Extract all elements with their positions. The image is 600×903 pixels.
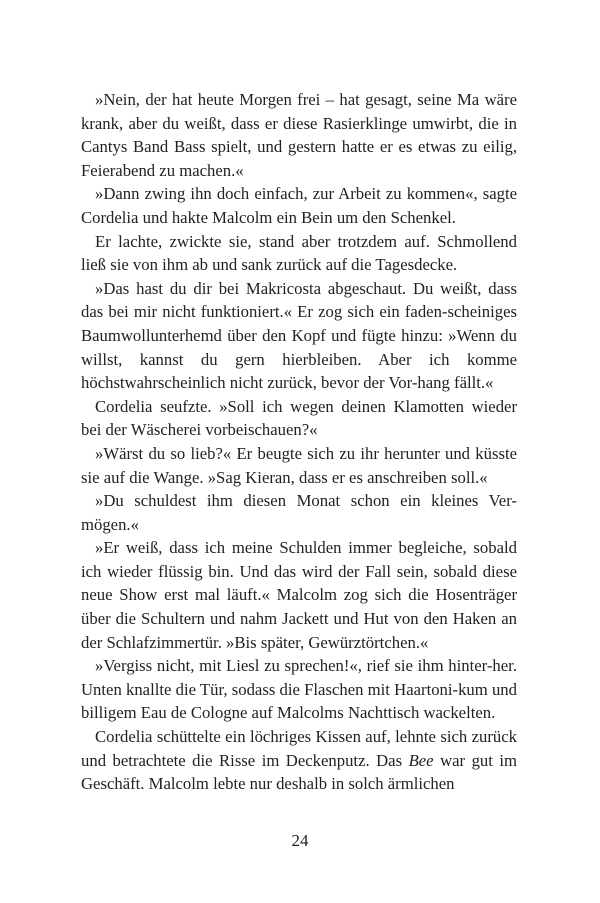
paragraph-2: »Dann zwing ihn doch einfach, zur Arbeit zu kommen«, sagte Cordelia und hakte Malcolm ein Bein um den Schenkel.: [81, 184, 517, 227]
paragraph-7: »Du schuldest ihm diesen Monat schon ein kleines Ver-mögen.«: [81, 491, 517, 534]
paragraph-3: Er lachte, zwickte sie, stand aber trotzdem auf. Schmollend ließ sie von ihm ab und sank zurück auf die Tagesdecke.: [81, 231, 517, 275]
paragraph-10-start: Cordelia schüttelte ein löchriges Kissen auf, lehnte sich zurück und betrachtete die Risse im Deckenputz. Das: [81, 727, 517, 770]
paragraph-8: »Er weiß, dass ich meine Schulden immer begleiche, sobald ich wieder flüssig bin. Und das wird der Fall sein, sobald diese neue Show erst mal läuft.« Malcolm zog sich die Hosenträger über die Schultern und nahm Jackett und Hut von den Haken an der Schlafzimmertür. »Bis später, Gewürztörtchen.«: [81, 538, 517, 652]
paragraph-10-end: war gut im Geschäft. Malcolm lebte nur deshalb in solch ärmlichen: [81, 750, 517, 794]
paragraph-10: [81, 725, 517, 796]
page-number: 24: [291, 831, 309, 850]
body-text: [81, 88, 517, 796]
paragraph-9: »Vergiss nicht, mit Liesl zu sprechen!«, rief sie ihm hinter-her. Unten knallte die Tür, sodass die Flaschen mit Haartoni-kum und billigem Eau de Cologne auf Malcolms Nachttisch wackelten.: [81, 656, 517, 723]
paragraph-1: »Nein, der hat heute Morgen frei – hat gesagt, seine Ma wäre krank, aber du weißt, dass er diese Rasierklinge umwirbt, die in Cantys Band Bass spielt, und gestern hatte er es etwas zu eilig, Feierabend zu machen.«: [81, 90, 517, 180]
bee-title-italic: Bee: [408, 750, 434, 770]
paragraph-4: »Das hast du dir bei Makricosta abgeschaut. Du weißt, dass das bei mir nicht funktioniert.« Er zog sich ein faden-scheiniges Baumwollunterhemd über den Kopf und fügte hinzu: »Wenn du willst, kannst du gern hierbleiben. Aber ich komme höchstwahrscheinlich nicht zurück, bevor der Vor-hang fällt.«: [81, 278, 517, 393]
paragraph-5: Cordelia seufzte. »Soll ich wegen deinen Klamotten wieder bei der Wäscherei vorbeischauen?«: [81, 396, 517, 440]
paragraph-6: »Wärst du so lieb?« Er beugte sich zu ihr herunter und küsste sie auf die Wange. »Sag Kieran, dass er es anschreiben soll.«: [81, 443, 517, 487]
